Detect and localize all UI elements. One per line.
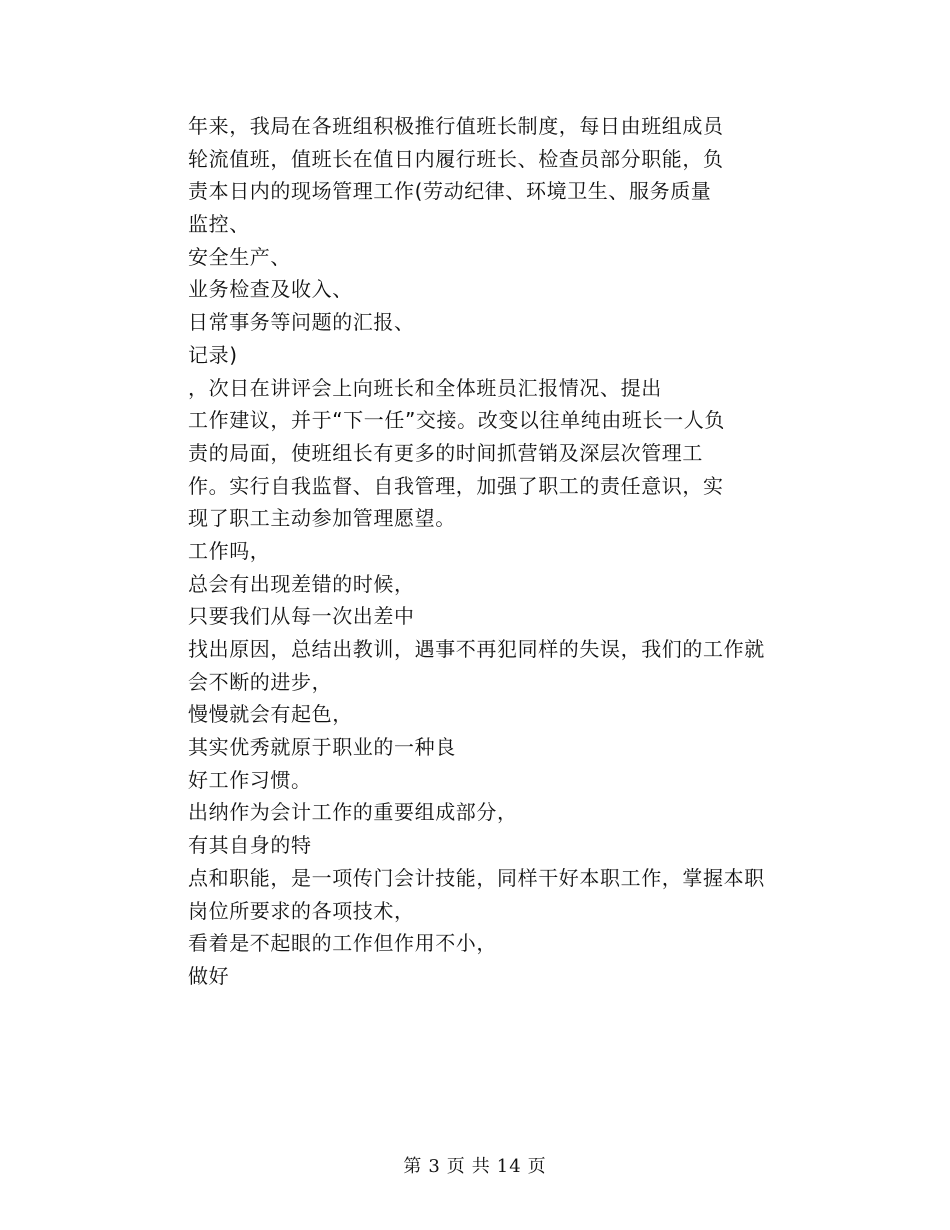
footer-page-word: 页 [446,1156,466,1177]
text-line: 只要我们从每一次出差中 [188,604,415,629]
text-line: 找出原因，总结出教训，遇事不再犯同样的失误，我们的工作就 [188,637,765,661]
text-line: 点和职能，是一项传门会计技能，同样干好本职工作，掌握本职 [188,865,765,890]
text-line: 业务检查及收入、 [188,277,353,302]
document-body [188,110,888,993]
text-line: 记录) [188,342,238,367]
page-footer [0,1152,950,1178]
text-line: 其实优秀就原于职业的一种良 [188,735,456,760]
text-line: ，次日在讲评会上向班长和全体班员汇报情况、提出 [188,375,662,400]
text-line: 做好 [188,963,230,988]
text-line: 责本日内的现场管理工作(劳动纪律、环境卫生、服务质量 [188,179,712,204]
footer-prefix: 第 [403,1156,423,1177]
text-line: 有其自身的特 [188,833,312,858]
text-line: 慢慢就会有起色， [188,702,353,727]
text-line: 岗位所要求的各项技术， [188,898,415,923]
footer-suffix: 页 [527,1156,547,1177]
text-line: 责的局面，使班组长有更多的时间抓营销及深层次管理工 [188,440,703,465]
text-line: 年来，我局在各班组积极推行值班长制度，每日由班组成员 [188,114,724,138]
text-line: 会不断的进步， [188,669,333,694]
total-pages-number: 14 [496,1156,522,1177]
text-line: 作。实行自我监督、自我管理，加强了职工的责任意识，实 [188,473,724,498]
text-line: 现了职工主动参加管理愿望。 [188,506,456,531]
text-line: 监控、 [188,212,250,237]
text-line: 工作吗， [188,538,271,563]
text-line: 好工作习惯。 [188,767,312,792]
text-line: 安全生产、 [188,244,291,269]
text-line: 工作建议，并于“下一任”交接。改变以往单纯由班长一人负 [188,408,725,433]
text-line: 出纳作为会计工作的重要组成部分， [188,800,518,825]
text-line: 总会有出现差错的时候， [188,571,415,596]
text-line: 轮流值班，值班长在值日内履行班长、检查员部分职能，负 [188,146,724,171]
current-page-number: 3 [428,1156,441,1177]
footer-total-word: 共 [471,1156,491,1177]
text-line: 日常事务等问题的汇报、 [188,310,415,335]
text-line: 看着是不起眼的工作但作用不小， [188,931,497,956]
